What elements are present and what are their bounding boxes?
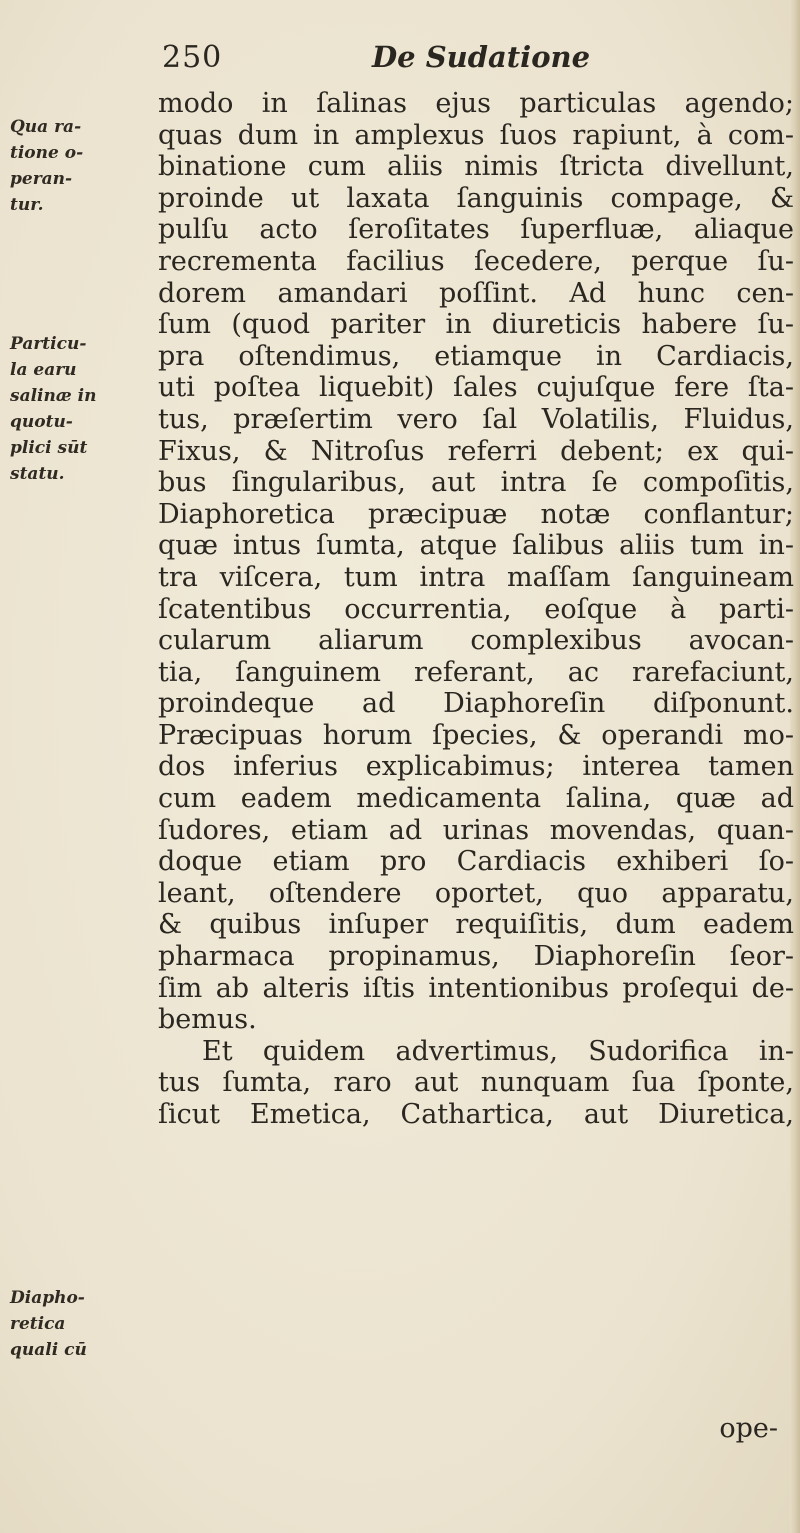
text-line: ſum (quod pariter in diureticis habere ſu- <box>158 309 794 341</box>
text-line: & quibus inſuper requiſitis, dum eadem <box>158 909 794 941</box>
text-line: tus ſumta, raro aut nunquam ſua ſponte, <box>158 1067 794 1099</box>
text-line: proinde ut laxata ſanguinis compage, & <box>158 182 794 214</box>
margin-notes <box>0 0 160 1533</box>
text-line: tia, ſanguinem referant, ac rarefaciunt, <box>158 656 794 688</box>
text-line: pra oſtendimus, etiamque in Cardiacis, <box>158 340 794 372</box>
text-line: Præcipuas horum ſpecies, & operandi mo- <box>158 719 794 751</box>
text-line: Fixus, & Nitroſus referri debent; ex qui- <box>158 435 794 467</box>
text-line: Et quidem advertimus, Sudorifica in- <box>202 1035 794 1067</box>
text-line: pulſu acto ſeroſitates ſuperfluæ, aliaque <box>158 214 794 246</box>
text-line: pharmaca propinamus, Diaphoreſin ſeor- <box>158 941 794 973</box>
text-line: proindeque ad Diaphoreſin diſponunt. <box>158 688 794 720</box>
body-text <box>158 88 794 1131</box>
text-line: uti poſtea liquebit) ſales cujuſque fere ſta- <box>158 372 794 404</box>
text-line: modo in ſalinas ejus particulas agendo; <box>158 88 794 119</box>
text-line: ſudores, etiam ad urinas movendas, quan- <box>158 814 794 846</box>
text-line: quas dum in amplexus ſuos rapiunt, à com- <box>158 119 794 151</box>
text-line: Diaphoretica præcipuæ notæ conflantur; <box>158 498 794 530</box>
text-line: cularum aliarum complexibus avocan- <box>158 625 794 657</box>
text-line: recrementa facilius ſecedere, perque ſu- <box>158 245 794 277</box>
page-number: 250 <box>162 40 223 75</box>
text-line: tra viſcera, tum intra maſſam ſanguineam <box>158 561 794 593</box>
text-line: ſim ab alteris iſtis intentionibus proſequi de- <box>158 972 794 1004</box>
text-line: quæ intus ſumta, atque ſalibus aliis tum in- <box>158 530 794 562</box>
text-line: binatione cum aliis nimis ſtricta divellunt, <box>158 151 794 183</box>
text-line: dos inferius explicabimus; interea tamen <box>158 751 794 783</box>
text-line: tus, præſertim vero ſal Volatilis, Fluidus, <box>158 403 794 435</box>
text-line: cum eadem medicamenta ſalina, quæ ad <box>158 783 794 815</box>
margin-note-qua-ratione: Qua ra- tione o- peran- tur. <box>10 117 84 215</box>
text-line: doque etiam pro Cardiacis exhiberi ſo- <box>158 846 794 878</box>
text-line: ſicut Emetica, Cathartica, aut Diuretica, <box>158 1099 794 1130</box>
margin-note-particulae: Particu- la earu salinæ in quotu- plici sūt statu. <box>10 334 97 484</box>
running-title: De Sudatione <box>372 40 591 74</box>
text-line: leant, oſtendere oportet, quo apparatu, <box>158 877 794 909</box>
text-line: bus ſingularibus, aut intra ſe compoſitis, <box>158 467 794 499</box>
text-line: dorem amandari poſſint. Ad hunc cen- <box>158 277 794 309</box>
margin-note-diaphoretica: Diapho- retica quali cū <box>10 1288 87 1360</box>
catchword: ope- <box>719 1413 778 1444</box>
text-line: bemus. <box>158 1004 257 1036</box>
text-line: ſcatentibus occurrentia, eoſque à parti- <box>158 593 794 625</box>
